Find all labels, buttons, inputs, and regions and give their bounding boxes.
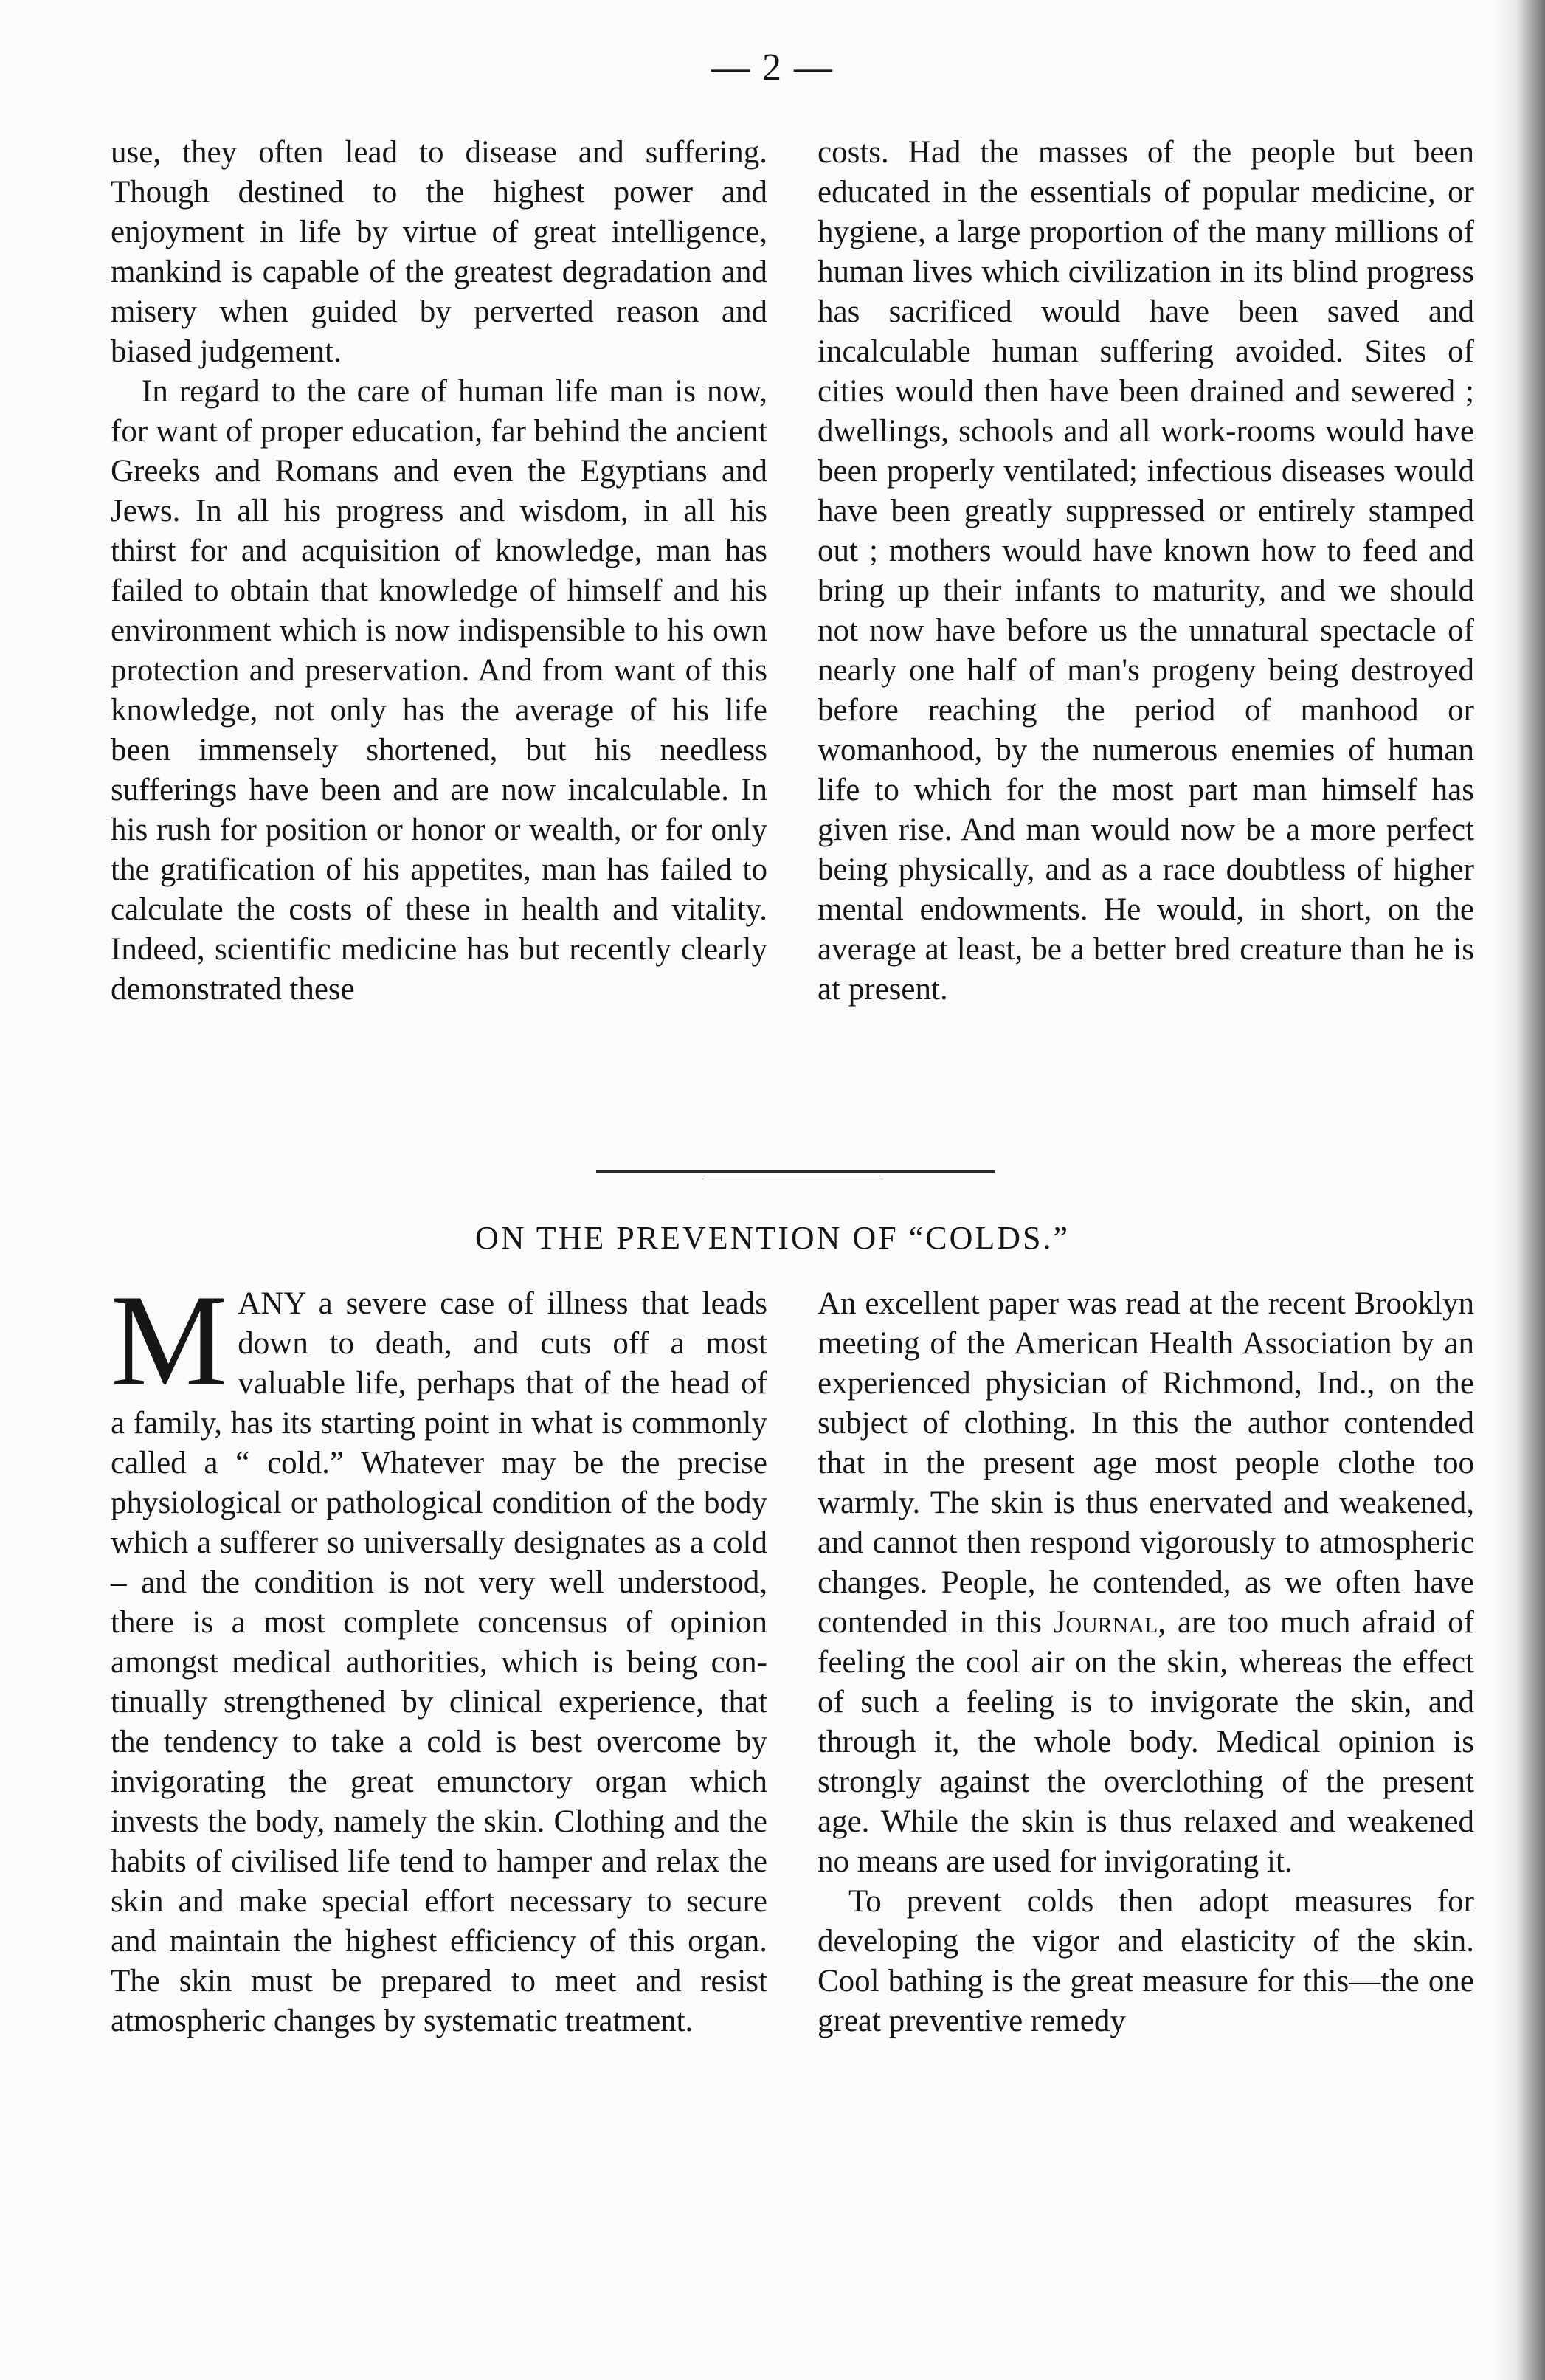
lead-caps: ANY: [238, 1286, 305, 1321]
journal-name: Journal: [1053, 1605, 1158, 1640]
section-title: ON THE PREVENTION OF “COLDS.”: [474, 1220, 1071, 1256]
paragraph-text: An excellent paper was read at the recent Brooklyn meeting of the American Health Association by an experienced physician of Richmond, Ind., on the subject of clothing. In this the author contended that in the present age most people clothe too warmly. The skin is thus enervated and weakened, and cannot then respond vigorously to atmospheric changes. People, he contended, as we often have contended in this: [818, 1286, 1474, 1640]
paragraph: costs. Had the masses of the people but been educated in the essentials of popular medicine, or hygiene, a large proportion of the many millions of human lives which civilization in its blind progress has sacrificed would have been saved and incalculable human suffering avoided. Sites of cities would then have been drained and sewered ; dwellings, schools and all work-rooms would have been properly ventilated; infectious diseases would have been greatly suppressed or entirely stamped out ; mothers would have known how to feed and bring up their infants to maturity, and we should not now have before us the unnatural spectacle of nearly one half of man's progeny being destroyed before reaching the period of manhood or womanhood, by the numerous enemies of human life to which for the most part man himself has given rise. And man would now be a more perfect being physically, and as a race doubtless of higher mental endowments. He would, in short, on the average at least, be a better bred creature than he is at present.: [818, 135, 1474, 1007]
paragraph: To prevent colds then adopt measures for developing the vigor and elasticity of the skin. Cool bathing is the great measure for this—the one great preventive remedy: [818, 1884, 1474, 2038]
paragraph: use, they often lead to disease and suffering. Though destined to the highest power and enjoyment in life by virtue of great intelligence, mankind is capable of the greatest degradation and misery when guided by perverted reason and biased judgement.: [111, 135, 767, 369]
paragraph: In regard to the care of human life man is now, for want of proper education, far behind the ancient Greeks and Romans and even the Egyptians and Jews. In all his progress and wisdom, in all his thirst for and acquisition of knowledge, man has failed to obtain that knowledge of himself and his environment which is now indispensible to his own protection and preservation. And from want of this knowledge, not only has the average of his life been immensely shortened, but his needless sufferings have been and are now incalculable. In his rush for position or honor or wealth, or for only the gratification of his appetites, man has failed to calculate the costs of these in health and vitality. Indeed, scientific medicine has but recently clearly demonstrated these: [111, 374, 767, 1007]
bottom-left-column: [111, 1267, 767, 2041]
section-divider: [596, 1170, 995, 1173]
drop-cap: M: [111, 1267, 228, 1413]
top-right-column: [818, 133, 1474, 1010]
bottom-right-column: [818, 1284, 1474, 2041]
paragraph-text: , are too much afraid of feeling the cool air on the skin, whereas the effect of such a feeling is to invigorate the skin, and through it, the whole body. Medical opinion is strongly against the overclothing of the present age. While the skin is thus relaxed and weakened no means are used for invigorating it.: [818, 1605, 1475, 1879]
opening-paragraph: [111, 1267, 767, 2041]
paragraph: [818, 1284, 1474, 1882]
paragraph-text: a severe case of illness that leads down to death, and cuts off a most valuable life, perhaps that of the head of a family, has its starting point in what is commonly called a “ cold.” Whatever may be the precise physiological or pathological condition of the body which a sufferer so universally designates as a cold – and the condition is not very well understood, there is a most complete concensus of opinion amongst medical authorities, which is being continually strengthened by clinical experience, that the tendency to take a cold is best overcome by invigorating the great emunctory organ which invests the body, namely the skin. Clothing and the habits of civilised life tend to hamper and relax the skin and make special effort necessary to secure and maintain the highest efficiency of this organ. The skin must be prepared to meet and resist atmospheric changes by systematic treatment.: [111, 1286, 767, 2038]
scan-edge-shadow: [1493, 0, 1545, 2380]
page-number: — 2 —: [711, 46, 834, 89]
top-left-column: [111, 133, 767, 1010]
